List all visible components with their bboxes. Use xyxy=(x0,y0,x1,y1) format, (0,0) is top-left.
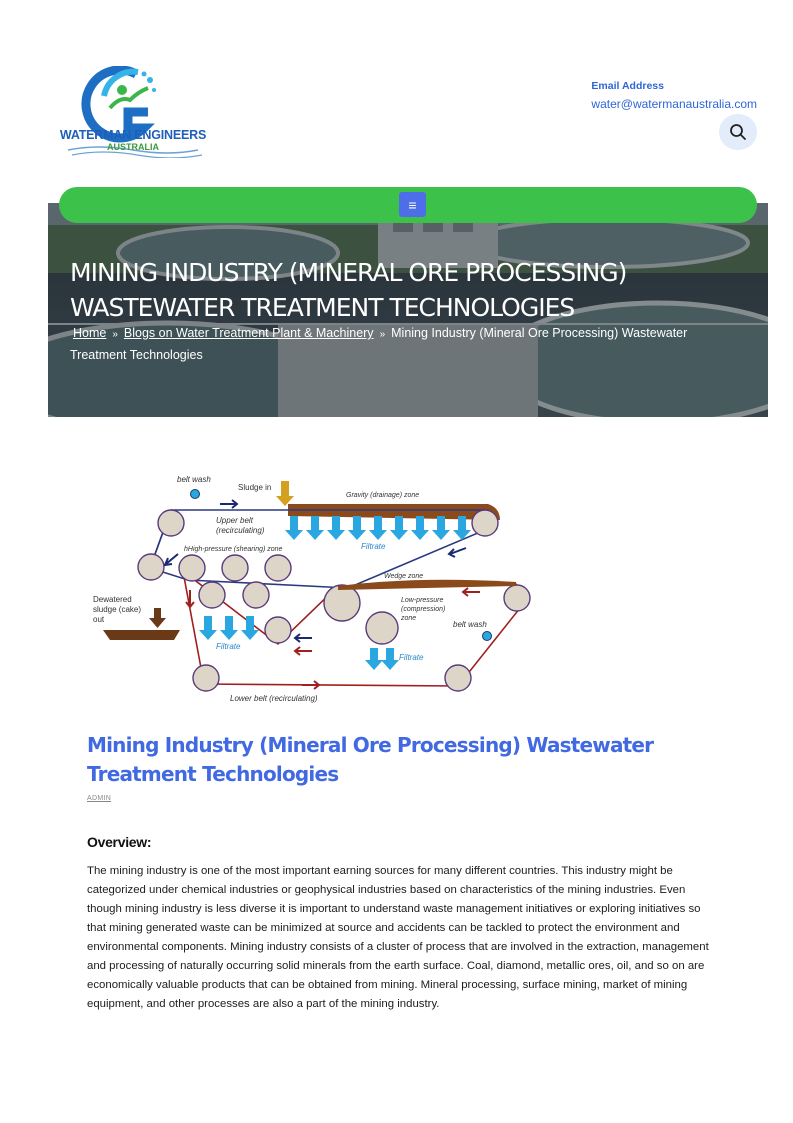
label-wedge-zone: Wedge zone xyxy=(384,573,424,580)
breadcrumb-separator: » xyxy=(112,329,118,340)
label-filtrate-right: Filtrate xyxy=(399,653,424,662)
overview-paragraph: The mining industry is one of the most important earning sources for many different countries. This industry might be categorized under chemical industries or geophysical industries based on characteristics of the mining industries. Even though mining industry is less diverse it is important to understand waste management initiatives or exploring initiatives so that mining generated waste can be minimized at source and accidents can be tackled to protect the environment and environmental components. Mining industry consists of a cluster of process that are involved in the extraction, management and processing of naturally occurring solid minerals from the earth surface. Coal, diamond, metallic ores, oil, and so on are economically valuable products that can be obtained from mining. Mineral processing, surface mining, market of mining equipment, and other processes are also a part of the mining industry. xyxy=(87,865,709,1010)
email-label: Email Address xyxy=(591,80,664,92)
search-icon xyxy=(729,123,747,141)
label-dewatered-1: Dewatered xyxy=(93,595,132,604)
label-high-pressure-zone: hHigh-pressure (shearing) zone xyxy=(184,546,283,553)
label-low-pressure-3: zone xyxy=(401,615,417,622)
belt-wash-nozzle xyxy=(483,632,492,641)
sludge-in-arrow xyxy=(276,481,294,506)
label-upper-belt-sub: (recirculating) xyxy=(216,526,265,535)
contact-block xyxy=(591,80,757,111)
label-filtrate-top: Filtrate xyxy=(361,542,386,551)
breadcrumb-blogs-link[interactable]: Blogs on Water Treatment Plant & Machinery xyxy=(123,326,374,340)
label-low-pressure-2: (compression) xyxy=(401,606,446,613)
sludge-layer xyxy=(288,504,500,520)
label-gravity-zone: Gravity (drainage) zone xyxy=(346,492,420,499)
breadcrumb-separator: » xyxy=(379,329,386,340)
belt-filter-press-diagram xyxy=(88,468,534,708)
author-link[interactable]: ADMIN xyxy=(87,795,112,802)
label-dewatered-2: sludge (cake) xyxy=(93,605,142,614)
breadcrumb-home-link[interactable]: Home xyxy=(73,326,107,340)
label-sludge-in: Sludge in xyxy=(238,483,272,492)
label-belt-wash-top: belt wash xyxy=(177,475,211,484)
breadcrumb-current: Mining Industry (Mineral Ore Processing) Wastewater Treatment Technologies xyxy=(70,326,688,362)
logo-text-line1: WATERMAN ENGINEERS xyxy=(59,128,207,142)
email-link[interactable]: water@watermanaustralia.com xyxy=(591,97,757,111)
menu-toggle-button[interactable] xyxy=(399,192,426,217)
label-belt-wash-right: belt wash xyxy=(453,620,487,629)
label-filtrate-left: Filtrate xyxy=(216,642,241,651)
main-navbar xyxy=(59,187,757,223)
site-logo[interactable] xyxy=(58,66,208,158)
search-button[interactable] xyxy=(719,114,757,150)
label-upper-belt: Upper belt xyxy=(216,516,253,525)
label-lower-belt: Lower belt (recirculating) xyxy=(230,694,318,703)
belt-wash-nozzle xyxy=(191,490,200,499)
hamburger-icon: ≡ xyxy=(408,196,417,213)
cake-tray xyxy=(103,630,180,640)
overview-heading: Overview: xyxy=(87,834,152,850)
logo-text-line2: AUSTRALIA xyxy=(107,142,159,152)
page-title: MINING INDUSTRY (MINERAL ORE PROCESSING) WASTEWATER TREATMENT TECHNOLOGIES xyxy=(70,258,627,322)
label-dewatered-3: out xyxy=(93,615,105,624)
label-low-pressure-1: Low-pressure xyxy=(401,597,444,604)
post-title[interactable]: Mining Industry (Mineral Ore Processing) Wastewater Treatment Technologies xyxy=(87,733,654,786)
breadcrumb xyxy=(70,323,710,365)
